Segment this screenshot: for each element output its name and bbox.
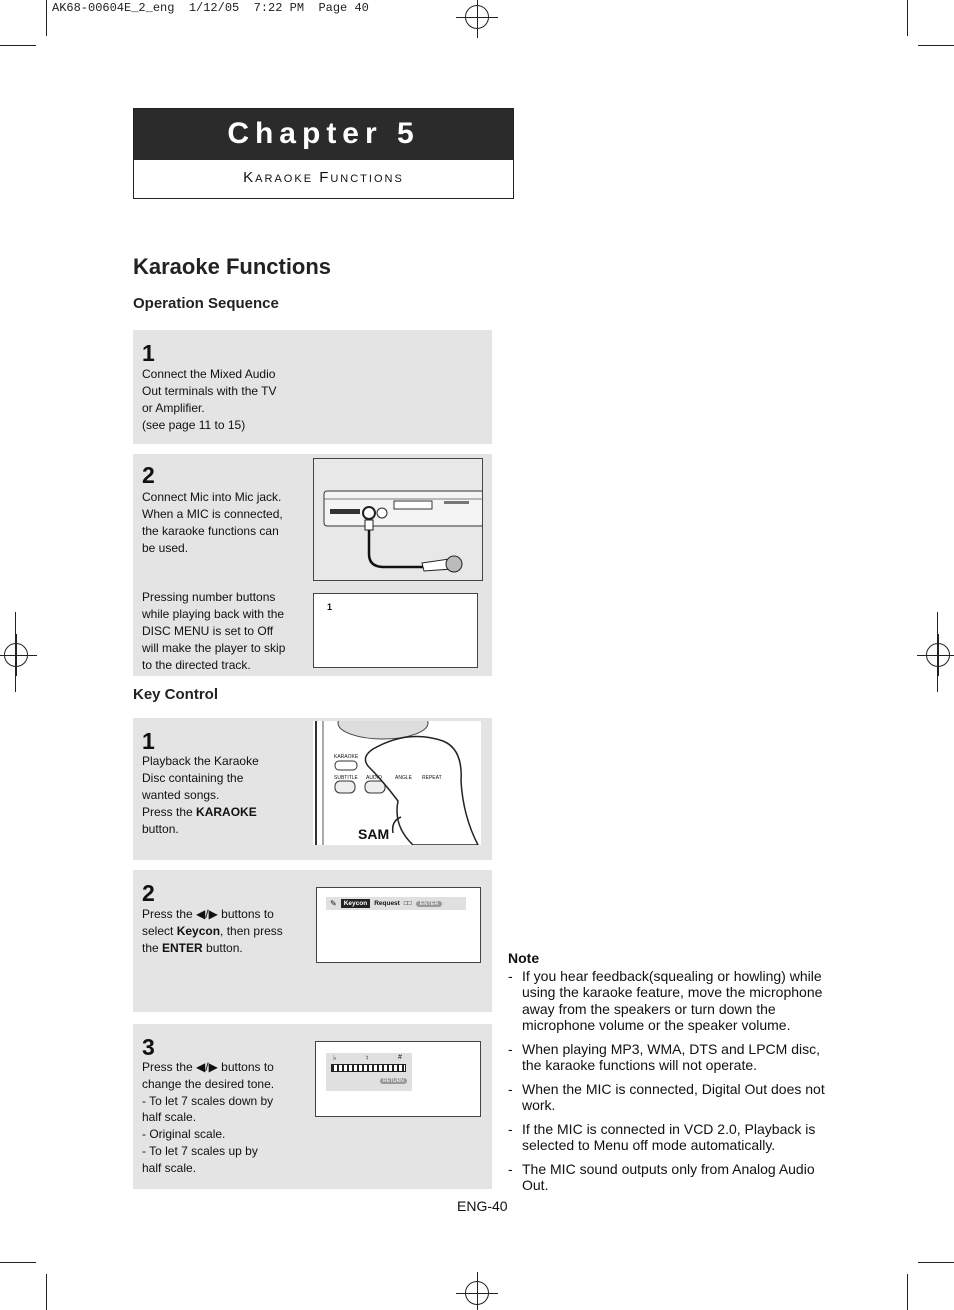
sharp-symbol: # <box>398 1054 402 1061</box>
osd-ok-icon: □□ <box>403 900 412 907</box>
registration-mark-icon <box>4 643 28 667</box>
remote-label-karaoke: KARAOKE <box>334 754 359 760</box>
crop-mark <box>46 0 47 36</box>
remote-label-audio: AUDIO <box>366 775 382 781</box>
osd-enter: ENTER <box>416 901 443 907</box>
step-number: 2 <box>142 880 155 906</box>
track-number: 1 <box>327 602 333 612</box>
note-item: - If you hear feedback(squealing or howling) while using the karaoke feature, move the microphone away from the speakers or turn down the microphone volume or the speaker volume. <box>508 968 833 1034</box>
step-text: Press the ◀/▶ buttons to select Keycon, then press the ENTER button. <box>142 907 283 955</box>
mic-connection-illustration <box>313 458 483 581</box>
crop-mark <box>907 1274 908 1310</box>
key-step-1 <box>133 718 492 860</box>
step-text: Connect Mic into Mic jack. When a MIC is connected, the karaoke functions can be used. <box>142 490 283 555</box>
operation-step-2 <box>133 454 492 676</box>
step-number: 3 <box>142 1034 155 1060</box>
step-extra-text: Pressing number buttons while playing back with the DISC MENU is set to Off will make the player to skip to the directed track. <box>142 590 286 672</box>
remote-brand: SAM <box>358 826 390 842</box>
step-number: 2 <box>142 462 155 488</box>
print-header: AK68-00604E_2_eng 1/12/05 7:22 PM Page 40 <box>52 1 369 15</box>
note-item: - When the MIC is connected, Digital Out does not work. <box>508 1081 833 1114</box>
tone-scale-panel <box>326 1053 412 1091</box>
crop-mark <box>918 45 954 46</box>
registration-mark-icon <box>926 643 950 667</box>
natural-symbol: ♮ <box>366 1055 369 1062</box>
remote-karaoke-illustration <box>313 721 481 845</box>
player-mic-icon <box>314 459 483 581</box>
remote-label-subtitle: SUBTITLE <box>334 775 358 781</box>
osd-keycon: Keycon <box>341 899 370 908</box>
note-title: Note <box>508 950 540 966</box>
karaoke-icon: ✎ <box>330 899 337 908</box>
page-number: ENG-40 <box>457 1198 508 1214</box>
registration-mark-icon <box>465 5 489 29</box>
osd-bar <box>326 897 466 910</box>
note-section <box>508 950 833 1201</box>
keycon-osd-screen <box>316 887 481 963</box>
note-item: - The MIC sound outputs only from Analog Audio Out. <box>508 1161 833 1194</box>
osd-return: RETURN <box>380 1078 407 1084</box>
key-control-heading: Key Control <box>133 686 219 703</box>
chapter-title: Chapter 5 <box>134 109 513 160</box>
operation-step-1 <box>133 330 492 444</box>
crop-mark <box>918 1262 954 1263</box>
step-text: Press the ◀/▶ buttons to change the desired tone. - To let 7 scales down by half scale. - Original scale. - To let 7 scales up by half scale. <box>142 1060 275 1175</box>
flat-symbol: ♭ <box>333 1055 337 1062</box>
key-step-2 <box>133 870 492 1012</box>
remote-label-angle: ANGLE <box>395 775 412 781</box>
key-step-3 <box>133 1024 492 1189</box>
remote-label-repeat: REPEAT <box>422 775 442 781</box>
crop-mark <box>0 45 36 46</box>
crop-mark <box>907 0 908 36</box>
track-number-screen <box>313 593 478 668</box>
crop-mark <box>46 1274 47 1310</box>
registration-mark-icon <box>465 1281 489 1305</box>
operation-sequence-heading: Operation Sequence <box>133 295 279 312</box>
chapter-subtitle: Karaoke Functions <box>243 169 404 186</box>
note-item: - If the MIC is connected in VCD 2.0, Playback is selected to Menu off mode automatically. <box>508 1121 833 1154</box>
tone-osd-screen <box>315 1041 481 1117</box>
note-list <box>508 968 833 1194</box>
step-text: Connect the Mixed Audio Out terminals with the TV or Amplifier. (see page 11 to 15) <box>142 367 277 432</box>
tone-scale-bar <box>331 1064 406 1072</box>
page-title: Karaoke Functions <box>133 254 332 279</box>
step-number: 1 <box>142 728 155 754</box>
osd-request: Request <box>374 900 400 907</box>
step-number: 1 <box>142 340 155 366</box>
crop-mark <box>0 1262 36 1263</box>
remote-control-icon <box>313 721 481 845</box>
step-text: Playback the Karaoke Disc containing the wanted songs. Press the KARAOKE button. <box>142 754 259 836</box>
chapter-header <box>133 108 514 199</box>
note-item: - When playing MP3, WMA, DTS and LPCM disc, the karaoke functions will not operate. <box>508 1041 833 1074</box>
